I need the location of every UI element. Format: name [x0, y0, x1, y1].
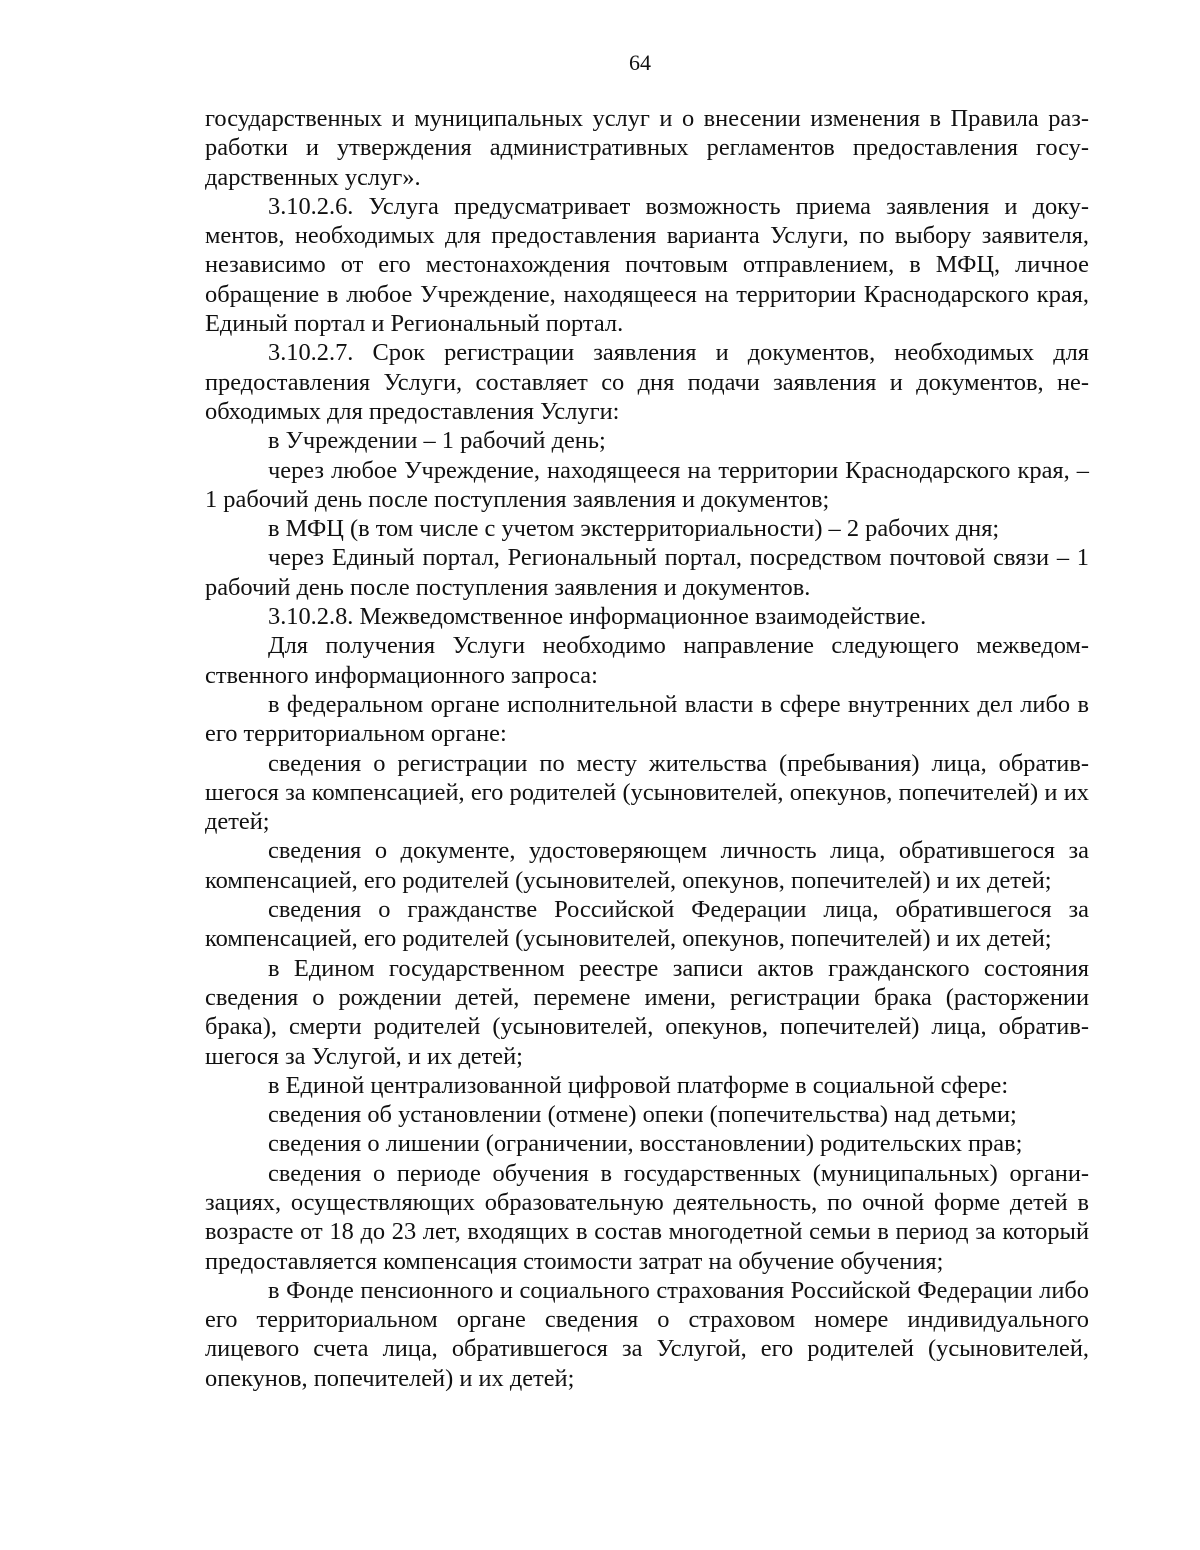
- list-item-guardianship: сведения об установлении (отмене) опеки (попечительства) над детьми;: [268, 1101, 1017, 1129]
- list-item-registration-info: сведения о регистрации по месту жительства (пребывания) лица, обратившегося за компенсацией, его родителей (усыновителей, опекунов, попечителей) и их детей;: [205, 749, 1089, 836]
- list-item-pension-fund: в Фонде пенсионного и социального страхования Российской Федерации либо его территориальном органе сведения о страховом номере индивидуального лицевого счета лица, обратившегося за Услугой, его родителей (усыновителей, опекунов, попечителей) и их детей;: [205, 1276, 1089, 1392]
- paragraph-continuation: государственных и муниципальных услуг и о внесении изменения в Правила разработки и утверждения административных регламентов предоставления государственных услуг».: [205, 105, 1089, 191]
- list-item-institution: в Учреждении – 1 рабочий день;: [268, 427, 606, 455]
- paragraph-3-10-2-8: 3.10.2.8. Межведомственное информационное взаимодействие.: [268, 603, 927, 631]
- list-item-mfc: в МФЦ (в том числе с учетом экстерриториальности) – 2 рабочих дня;: [268, 515, 1000, 543]
- list-item-parental-rights: сведения о лишении (ограничении, восстановлении) родительских прав;: [268, 1130, 1023, 1158]
- list-item-digital-platform: в Единой централизованной цифровой платформе в социальной сфере:: [268, 1071, 1009, 1099]
- paragraph-request-intro: Для получения Услуги необходимо направление следующего межведомственного информационного запроса:: [205, 632, 1089, 689]
- list-item-portal: через Единый портал, Региональный портал, посредством почтовой связи – 1 рабочий день после поступления заявления и документов.: [205, 544, 1089, 601]
- page-number: 64: [629, 50, 651, 75]
- list-item-civil-registry: в Едином государственном реестре записи актов гражданского состояния сведения о рождении детей, перемене имени, регистрации брака (расторжении брака), смерти родителей (усыновителей, опекунов, попечителей) лица, обратившегося за Услугой, и их детей;: [205, 954, 1089, 1070]
- list-item-internal-affairs: в федеральном органе исполнительной власти в сфере внутренних дел либо в его территориальном органе:: [205, 690, 1089, 748]
- paragraph-3-10-2-6: 3.10.2.6. Услуга предусматривает возможность приема заявления и документов, необходимых для предоставления варианта Услуги, по выбору заявителя, независимо от его местонахождения почтовым отправлением, в МФЦ, личное обращение в любое Учреждение, находящееся на территории Краснодарского края, Единый портал и Региональный портал.: [205, 192, 1089, 338]
- list-item-any-institution: через любое Учреждение, находящееся на территории Краснодарского края, – 1 рабочий день после поступления заявления и документов;: [205, 456, 1089, 513]
- document-body: [205, 104, 1089, 1393]
- list-item-identity-document: сведения о документе, удостоверяющем личность лица, обратившегося за компенсацией, его родителей (усыновителей, опекунов, попечителей) и их детей;: [205, 837, 1089, 894]
- paragraph-3-10-2-7: 3.10.2.7. Срок регистрации заявления и документов, необходимых для предоставления Услуги, составляет со дня подачи заявления и документов, необходимых для предоставления Услуги:: [205, 339, 1089, 425]
- list-item-citizenship: сведения о гражданстве Российской Федерации лица, обратившегося за компенсацией, его родителей (усыновителей, опекунов, попечителей) и их детей;: [205, 896, 1089, 953]
- list-item-education-period: сведения о периоде обучения в государственных (муниципальных) организациях, осуществляющих образовательную деятельность, по очной форме детей в возрасте от 18 до 23 лет, входящих в состав многодетной семьи в период за который предоставляется компенсация стоимости затрат на обучение обучения;: [205, 1159, 1089, 1275]
